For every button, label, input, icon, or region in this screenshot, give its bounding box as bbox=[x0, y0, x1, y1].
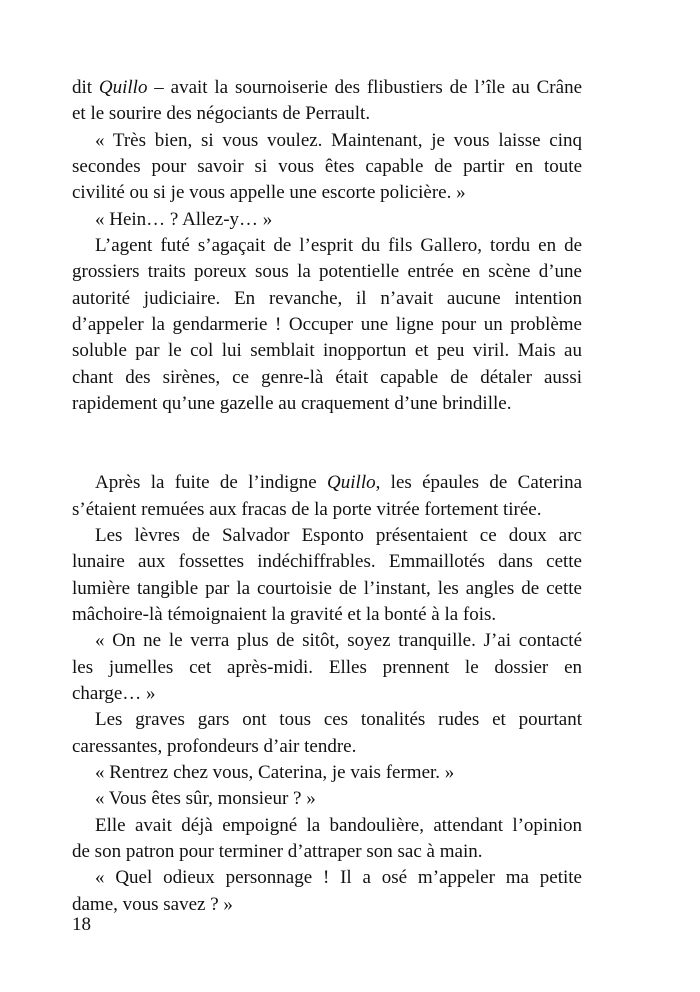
text-run: dit bbox=[72, 77, 99, 98]
text-run: et le sourire des négociants de Perrault. bbox=[72, 103, 371, 125]
text-run: Les graves gars ont tous ces tonalités rudes et pourtant bbox=[95, 709, 582, 731]
text-run: « Vous êtes sûr, monsieur ? » bbox=[95, 788, 316, 810]
text-run: « Très bien, si vous voulez. Maintenant, je vous laisse cinq bbox=[95, 129, 582, 151]
text-line bbox=[72, 233, 582, 259]
text-run: Les lèvres de Salvador Esponto présentaient ce doux arc bbox=[95, 524, 582, 546]
text-line bbox=[72, 338, 582, 364]
text-line bbox=[72, 128, 582, 154]
text-line bbox=[72, 497, 582, 523]
text-run: mâchoire-là témoignaient la gravité et la bonté à la fois. bbox=[72, 603, 497, 625]
text-line bbox=[72, 101, 582, 127]
text-run: lunaire aux fossettes indéchiffrables. Emmaillotés dans cette bbox=[72, 551, 582, 573]
text-line bbox=[72, 681, 582, 707]
italic-name: Quillo bbox=[98, 77, 148, 98]
text-run: autorité judiciaire. En revanche, il n’avait aucune intention bbox=[72, 287, 582, 309]
text-run: s’étaient remuées aux fracas de la porte vitrée fortement tirée. bbox=[72, 498, 542, 520]
text-run: soluble par le col lui semblait inopportun et peu viril. Mais au bbox=[72, 340, 582, 362]
text-line bbox=[72, 576, 582, 602]
text-line bbox=[72, 602, 582, 628]
text-run: , les épaules de Caterina bbox=[375, 472, 582, 494]
page-number: 18 bbox=[72, 914, 91, 935]
text-line bbox=[72, 312, 582, 338]
text-run: grossiers traits poreux sous la potentielle entrée en scène d’une bbox=[72, 261, 582, 283]
text-run: « Quel odieux personnage ! Il a osé m’appeler ma petite bbox=[95, 867, 582, 889]
text-run: de son patron pour terminer d’attraper son sac à main. bbox=[72, 840, 483, 862]
text-line bbox=[72, 865, 582, 891]
text-line bbox=[72, 549, 582, 575]
paragraph-break bbox=[72, 417, 582, 470]
text-run: caressantes, profondeurs d’air tendre. bbox=[72, 735, 357, 757]
text-run: Après la fuite de l’indigne bbox=[95, 472, 328, 494]
text-line bbox=[72, 180, 582, 206]
text-run: lumière tangible par la courtoisie de l’instant, les angles de cette bbox=[72, 577, 582, 599]
text-line bbox=[72, 839, 582, 865]
italic-name: Quillo bbox=[327, 472, 376, 494]
text-run: « Hein… ? Allez-y… » bbox=[95, 208, 273, 230]
text-line bbox=[72, 892, 582, 918]
text-line bbox=[72, 207, 582, 233]
text-line bbox=[72, 523, 582, 549]
text-line bbox=[72, 707, 582, 733]
text-line bbox=[72, 470, 582, 496]
text-run: – avait la sournoiserie des flibustiers de l’île au Crâne bbox=[147, 77, 582, 98]
text-line bbox=[72, 813, 582, 839]
text-run: charge… » bbox=[72, 682, 156, 704]
text-line bbox=[72, 365, 582, 391]
text-run: dame, vous savez ? » bbox=[72, 893, 233, 915]
text-line bbox=[72, 786, 582, 812]
text-run: « Rentrez chez vous, Caterina, je vais fermer. » bbox=[95, 761, 455, 783]
text-line bbox=[72, 391, 582, 417]
text-run: civilité ou si je vous appelle une escorte policière. » bbox=[72, 182, 466, 204]
text-line bbox=[72, 259, 582, 285]
text-line bbox=[72, 628, 582, 654]
text-run: d’appeler la gendarmerie ! Occuper une ligne pour un problème bbox=[72, 314, 582, 336]
text-line bbox=[72, 734, 582, 760]
text-line bbox=[72, 154, 582, 180]
text-line bbox=[72, 760, 582, 786]
text-line bbox=[72, 655, 582, 681]
page-body-text bbox=[72, 75, 582, 918]
text-run: secondes pour savoir si vous êtes capable de partir en toute bbox=[72, 156, 582, 178]
text-run: « On ne le verra plus de sitôt, soyez tranquille. J’ai contacté bbox=[95, 630, 582, 652]
text-run: rapidement qu’une gazelle au craquement d’une brindille. bbox=[72, 393, 512, 415]
text-run: Elle avait déjà empoigné la bandoulière, attendant l’opinion bbox=[95, 814, 582, 836]
text-line bbox=[72, 75, 582, 101]
text-run: les jumelles cet après-midi. Elles prennent le dossier en bbox=[72, 656, 582, 678]
text-line bbox=[72, 286, 582, 312]
text-run: L’agent futé s’agaçait de l’esprit du fils Gallero, tordu en de bbox=[95, 235, 582, 257]
text-run: chant des sirènes, ce genre-là était capable de détaler aussi bbox=[72, 366, 582, 388]
